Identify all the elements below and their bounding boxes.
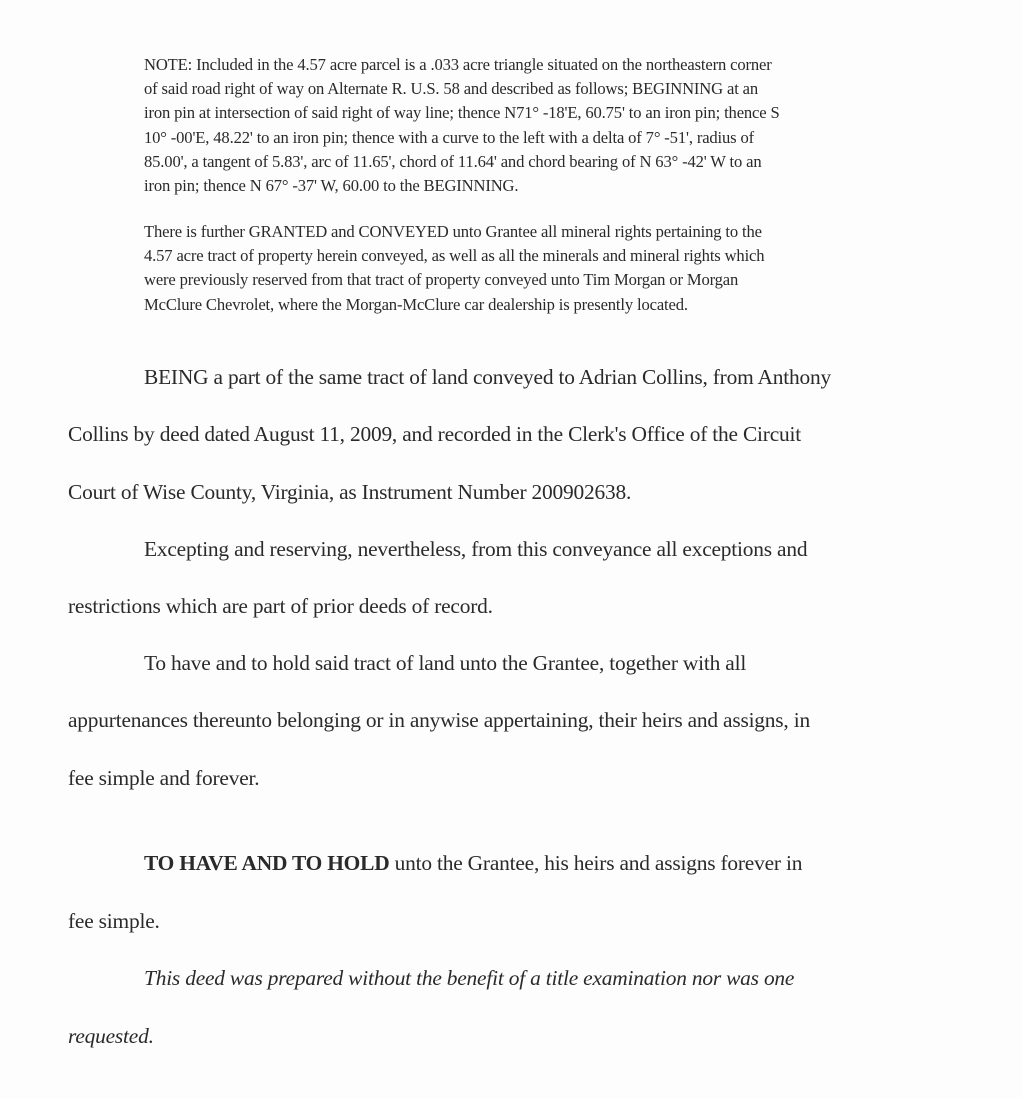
mineral-rights-line: 4.57 acre tract of property herein conveyed, as well as all the minerals and mineral rights which [144,246,765,266]
disclaimer-line: This deed was prepared without the benefit of a title examination nor was one [144,966,795,990]
being-paragraph-line: BEING a part of the same tract of land conveyed to Adrian Collins, from Anthony [144,365,831,389]
note-line: iron pin at intersection of said right of way line; thence N71° -18'E, 60.75' to an iron pin; thence S [144,103,780,123]
note-line: iron pin; thence N 67° -37' W, 60.00 to the BEGINNING. [144,176,519,196]
mineral-rights-line: There is further GRANTED and CONVEYED unto Grantee all mineral rights pertaining to the [144,222,762,241]
habendum-bold-lead: TO HAVE AND TO HOLD [144,851,390,875]
to-have-paragraph-line: appurtenances thereunto belonging or in anywise appertaining, their heirs and assigns, in [68,708,810,732]
being-paragraph-line: Court of Wise County, Virginia, as Instrument Number 200902638. [68,480,632,504]
habendum-rest: unto the Grantee, his heirs and assigns forever in [389,851,803,875]
excepting-paragraph-line: restrictions which are part of prior deeds of record. [68,594,493,618]
habendum-paragraph-line: fee simple. [68,909,160,933]
note-line: 10° -00'E, 48.22' to an iron pin; thence with a curve to the left with a delta of 7° -51', radius of [144,127,754,147]
note-line: 85.00', a tangent of 5.83', arc of 11.65', chord of 11.64' and chord bearing of N 63° -42' W to an [144,151,762,171]
note-line: NOTE: Included in the 4.57 acre parcel is a .033 acre triangle situated on the northeastern corner [144,55,772,74]
mineral-rights-line: McClure Chevrolet, where the Morgan-McClure car dealership is presently located. [144,294,688,314]
note-paragraph [144,53,974,198]
to-have-paragraph-line: To have and to hold said tract of land unto the Grantee, together with all [144,651,747,675]
mineral-rights-paragraph [144,220,974,317]
mineral-rights-line: were previously reserved from that tract of property conveyed unto Tim Morgan or Morgan [144,270,739,290]
excepting-paragraph-line: Excepting and reserving, nevertheless, from this conveyance all exceptions and [144,537,808,561]
to-have-paragraph-line: fee simple and forever. [68,766,260,790]
disclaimer-line: requested. [68,1024,154,1048]
habendum-paragraph-line [144,850,802,876]
note-line: of said road right of way on Alternate R. U.S. 58 and described as follows; BEGINNING at an [144,79,759,99]
being-paragraph-line: Collins by deed dated August 11, 2009, and recorded in the Clerk's Office of the Circuit [68,422,801,446]
